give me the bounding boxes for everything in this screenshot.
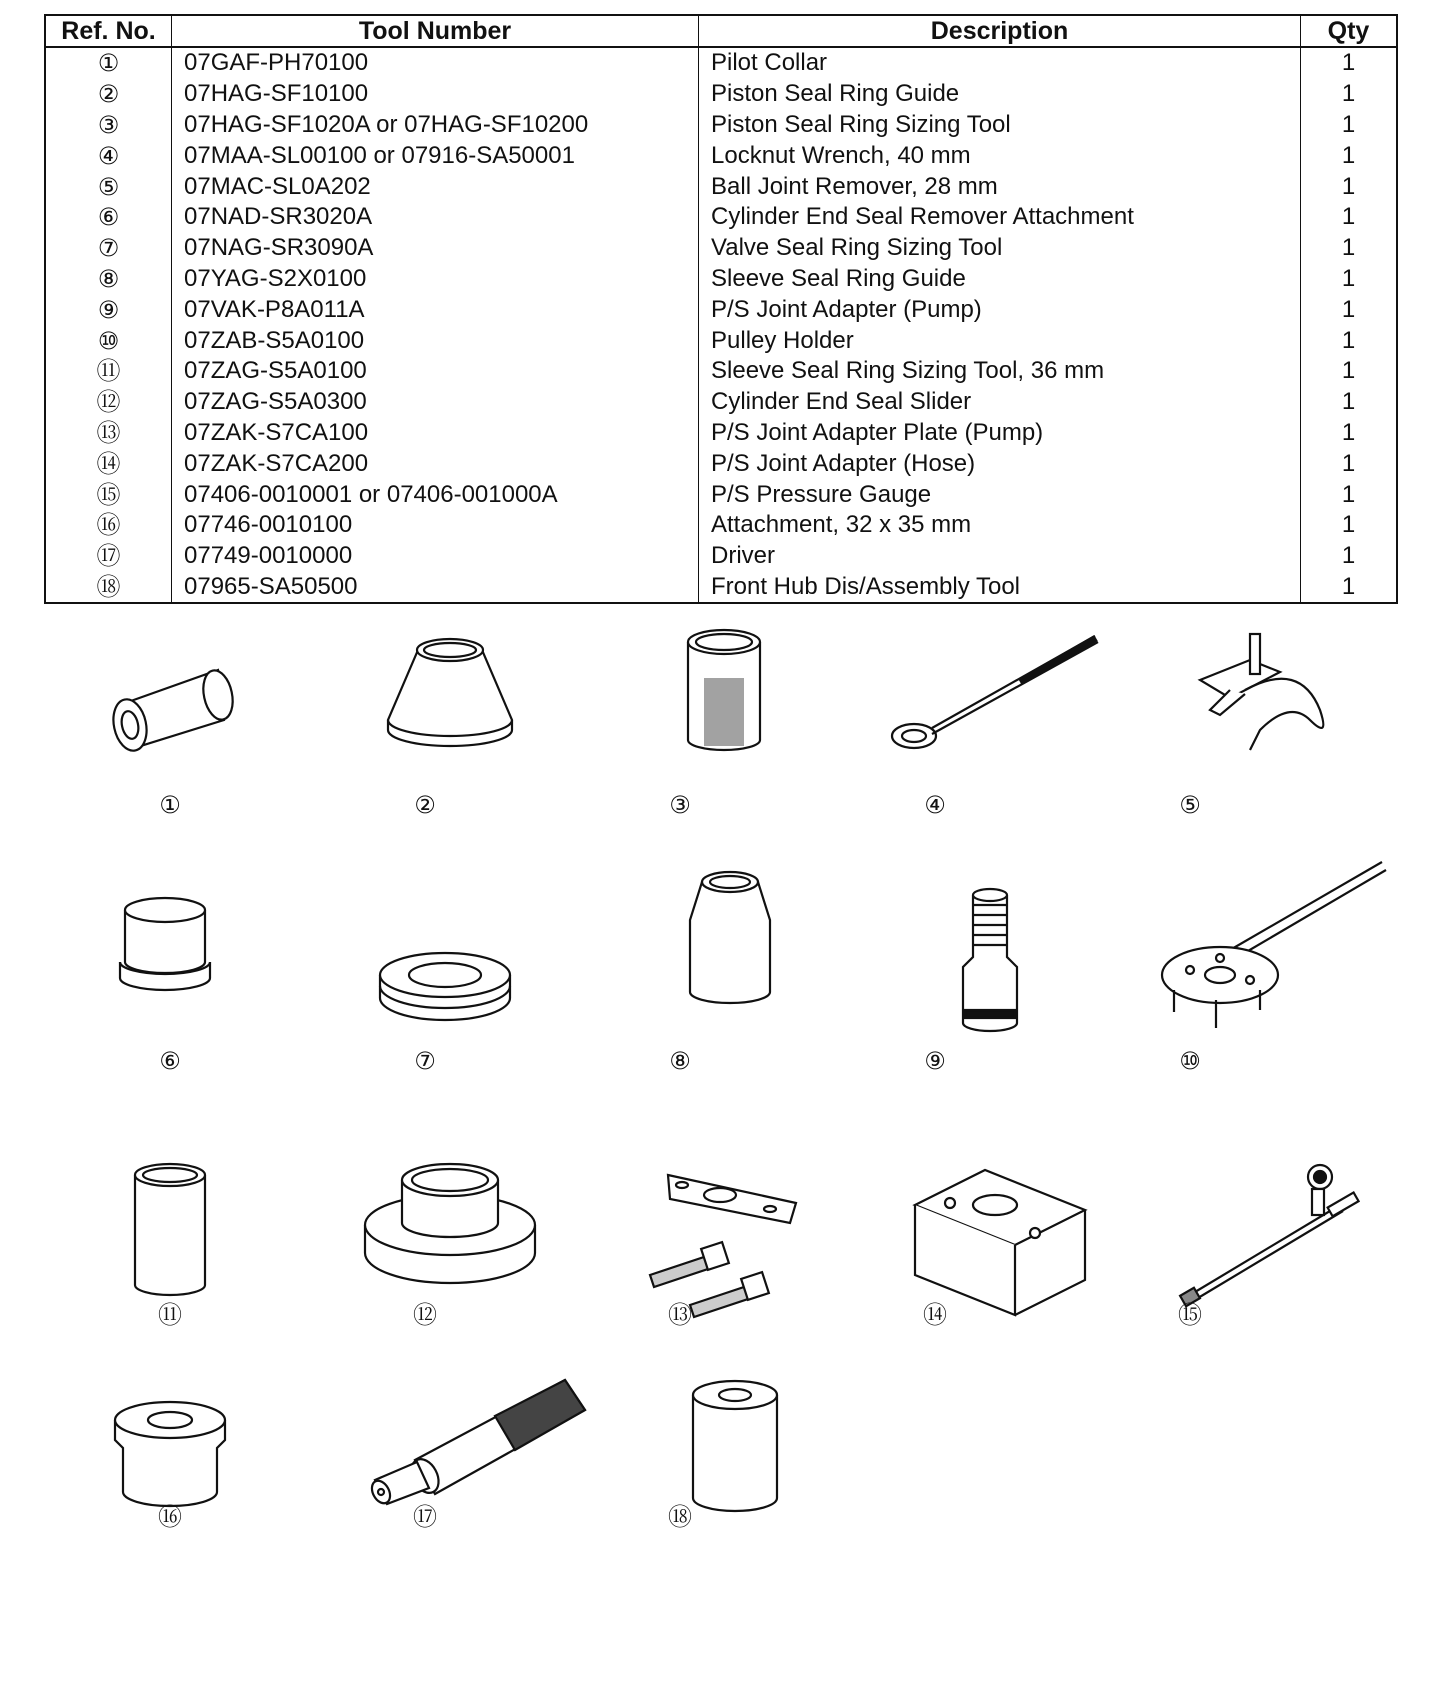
table-row [45, 387, 1397, 418]
description-cell: P/S Joint Adapter Plate (Pump) [699, 418, 1301, 449]
qty-cell: 1 [1341, 203, 1356, 231]
tool-number-cell: 07ZAK-S7CA200 [172, 448, 699, 479]
header-ref-no: Ref. No. [45, 15, 172, 47]
callout-number: ⑰ [413, 1503, 437, 1531]
qty-cell: 1 [1341, 542, 1356, 570]
callout-number: ④ [924, 791, 946, 819]
qty-cell: 1 [1341, 234, 1356, 262]
ref-cell: ⑯ [45, 510, 172, 541]
qty-cell: 1 [1341, 141, 1356, 169]
table-row [45, 294, 1397, 325]
qty-cell: 1 [1341, 295, 1356, 323]
pilot-collar-drawing [100, 640, 240, 750]
qty-cell: 1 [1341, 172, 1356, 200]
callout-number: ⑪ [158, 1301, 182, 1329]
pulley-holder-drawing [1150, 850, 1400, 1050]
callout-number: ⑯ [158, 1503, 182, 1531]
tool-number-cell: 07NAG-SR3090A [172, 233, 699, 264]
tool-number-cell: 07ZAG-S5A0300 [172, 387, 699, 418]
table-header-row [45, 15, 1397, 47]
sleeve-seal-ring-guide-drawing [680, 860, 780, 1010]
ref-cell: ⑥ [45, 202, 172, 233]
description-cell: Sleeve Seal Ring Guide [699, 264, 1301, 295]
description-cell: Pilot Collar [699, 47, 1301, 79]
ref-cell: ⑬ [45, 418, 172, 449]
tool-number-cell: 07MAC-SL0A202 [172, 171, 699, 202]
header-tool-number: Tool Number [172, 15, 699, 47]
locknut-wrench-drawing [880, 630, 1110, 760]
ref-cell: ⑧ [45, 264, 172, 295]
description-cell: Attachment, 32 x 35 mm [699, 510, 1301, 541]
callout-number: ⑨ [924, 1047, 946, 1075]
callout-number: ⑥ [159, 1047, 181, 1075]
description-cell: Pulley Holder [699, 325, 1301, 356]
description-cell: P/S Pressure Gauge [699, 479, 1301, 510]
callout-number: ⑮ [1178, 1301, 1202, 1329]
table-row [45, 233, 1397, 264]
callout-number: ⑤ [1179, 791, 1201, 819]
tool-number-cell: 07746-0010100 [172, 510, 699, 541]
qty-cell: 1 [1341, 110, 1356, 138]
qty-cell: 1 [1341, 264, 1356, 292]
table-row [45, 479, 1397, 510]
piston-seal-ring-sizing-tool-drawing [680, 620, 770, 760]
description-cell: P/S Joint Adapter (Hose) [699, 448, 1301, 479]
sleeve-seal-ring-sizing-tool-drawing [120, 1155, 220, 1305]
ref-cell: ③ [45, 110, 172, 141]
tool-number-cell: 07VAK-P8A011A [172, 294, 699, 325]
tool-number-cell: 07749-0010000 [172, 541, 699, 572]
table-row [45, 171, 1397, 202]
description-cell: Driver [699, 541, 1301, 572]
tool-number-cell: 07ZAK-S7CA100 [172, 418, 699, 449]
table-row [45, 47, 1397, 79]
ps-joint-adapter-pump-drawing [955, 885, 1025, 1035]
ref-cell: ⑰ [45, 541, 172, 572]
callout-number: ⑩ [1179, 1047, 1201, 1075]
qty-cell: 1 [1341, 572, 1356, 600]
ball-joint-remover-drawing [1190, 620, 1340, 770]
qty-cell: 1 [1341, 449, 1356, 477]
table-row [45, 110, 1397, 141]
ref-cell: ⑮ [45, 479, 172, 510]
valve-seal-ring-sizing-tool-drawing [375, 940, 515, 1030]
qty-cell: 1 [1341, 511, 1356, 539]
description-cell: Sleeve Seal Ring Sizing Tool, 36 mm [699, 356, 1301, 387]
ref-cell: ④ [45, 140, 172, 171]
ref-cell: ⑤ [45, 171, 172, 202]
callout-number: ⑭ [923, 1301, 947, 1329]
table-row [45, 356, 1397, 387]
description-cell: Piston Seal Ring Guide [699, 79, 1301, 110]
tool-number-cell: 07HAG-SF10100 [172, 79, 699, 110]
callout-number: ⑱ [668, 1503, 692, 1531]
header-qty: Qty [1301, 15, 1398, 47]
ref-cell: ⑱ [45, 572, 172, 604]
table-row [45, 140, 1397, 171]
front-hub-tool-drawing [685, 1370, 785, 1520]
ref-cell: ② [45, 79, 172, 110]
description-cell: P/S Joint Adapter (Pump) [699, 294, 1301, 325]
qty-cell: 1 [1341, 418, 1356, 446]
ps-pressure-gauge-drawing [1180, 1165, 1370, 1325]
callout-number: ⑧ [669, 1047, 691, 1075]
special-tools-table [44, 14, 1398, 604]
qty-cell: 1 [1341, 80, 1356, 108]
ref-cell: ⑪ [45, 356, 172, 387]
ref-cell: ⑨ [45, 294, 172, 325]
description-cell: Piston Seal Ring Sizing Tool [699, 110, 1301, 141]
cylinder-end-seal-remover-attachment-drawing [110, 890, 220, 1000]
qty-cell: 1 [1341, 326, 1356, 354]
table-row [45, 448, 1397, 479]
attachment-32x35-drawing [105, 1380, 235, 1520]
callout-number: ⑫ [413, 1301, 437, 1329]
tool-number-cell: 07ZAG-S5A0100 [172, 356, 699, 387]
ref-cell: ⑭ [45, 448, 172, 479]
ref-cell: ⑫ [45, 387, 172, 418]
table-row [45, 202, 1397, 233]
header-description: Description [699, 15, 1301, 47]
tool-number-cell: 07GAF-PH70100 [172, 47, 699, 79]
tool-illustrations [0, 620, 1456, 1684]
ref-cell: ① [45, 47, 172, 79]
callout-number: ⑦ [414, 1047, 436, 1075]
table-row [45, 79, 1397, 110]
piston-seal-ring-guide-drawing [380, 620, 520, 750]
cylinder-end-seal-slider-drawing [360, 1155, 540, 1295]
qty-cell: 1 [1341, 480, 1356, 508]
description-cell: Ball Joint Remover, 28 mm [699, 171, 1301, 202]
qty-cell: 1 [1341, 357, 1356, 385]
ref-cell: ⑩ [45, 325, 172, 356]
driver-drawing [355, 1370, 595, 1510]
qty-cell: 1 [1341, 49, 1356, 77]
description-cell: Front Hub Dis/Assembly Tool [699, 572, 1301, 604]
description-cell: Locknut Wrench, 40 mm [699, 140, 1301, 171]
qty-cell: 1 [1341, 388, 1356, 416]
ps-joint-adapter-plate-drawing [640, 1165, 820, 1315]
description-cell: Cylinder End Seal Remover Attachment [699, 202, 1301, 233]
description-cell: Valve Seal Ring Sizing Tool [699, 233, 1301, 264]
tool-number-cell: 07YAG-S2X0100 [172, 264, 699, 295]
ref-cell: ⑦ [45, 233, 172, 264]
table-row [45, 572, 1397, 604]
callout-number: ⑬ [668, 1301, 692, 1329]
tool-number-cell: 07965-SA50500 [172, 572, 699, 604]
tool-number-cell: 07MAA-SL00100 or 07916-SA50001 [172, 140, 699, 171]
tool-number-cell: 07ZAB-S5A0100 [172, 325, 699, 356]
tool-number-cell: 07NAD-SR3020A [172, 202, 699, 233]
table-row [45, 264, 1397, 295]
callout-number: ③ [669, 791, 691, 819]
table-row [45, 510, 1397, 541]
callout-number: ① [159, 791, 181, 819]
table-row [45, 325, 1397, 356]
tool-number-cell: 07HAG-SF1020A or 07HAG-SF10200 [172, 110, 699, 141]
callout-number: ② [414, 791, 436, 819]
table-row [45, 541, 1397, 572]
table-row [45, 418, 1397, 449]
tool-number-cell: 07406-0010001 or 07406-001000A [172, 479, 699, 510]
description-cell: Cylinder End Seal Slider [699, 387, 1301, 418]
